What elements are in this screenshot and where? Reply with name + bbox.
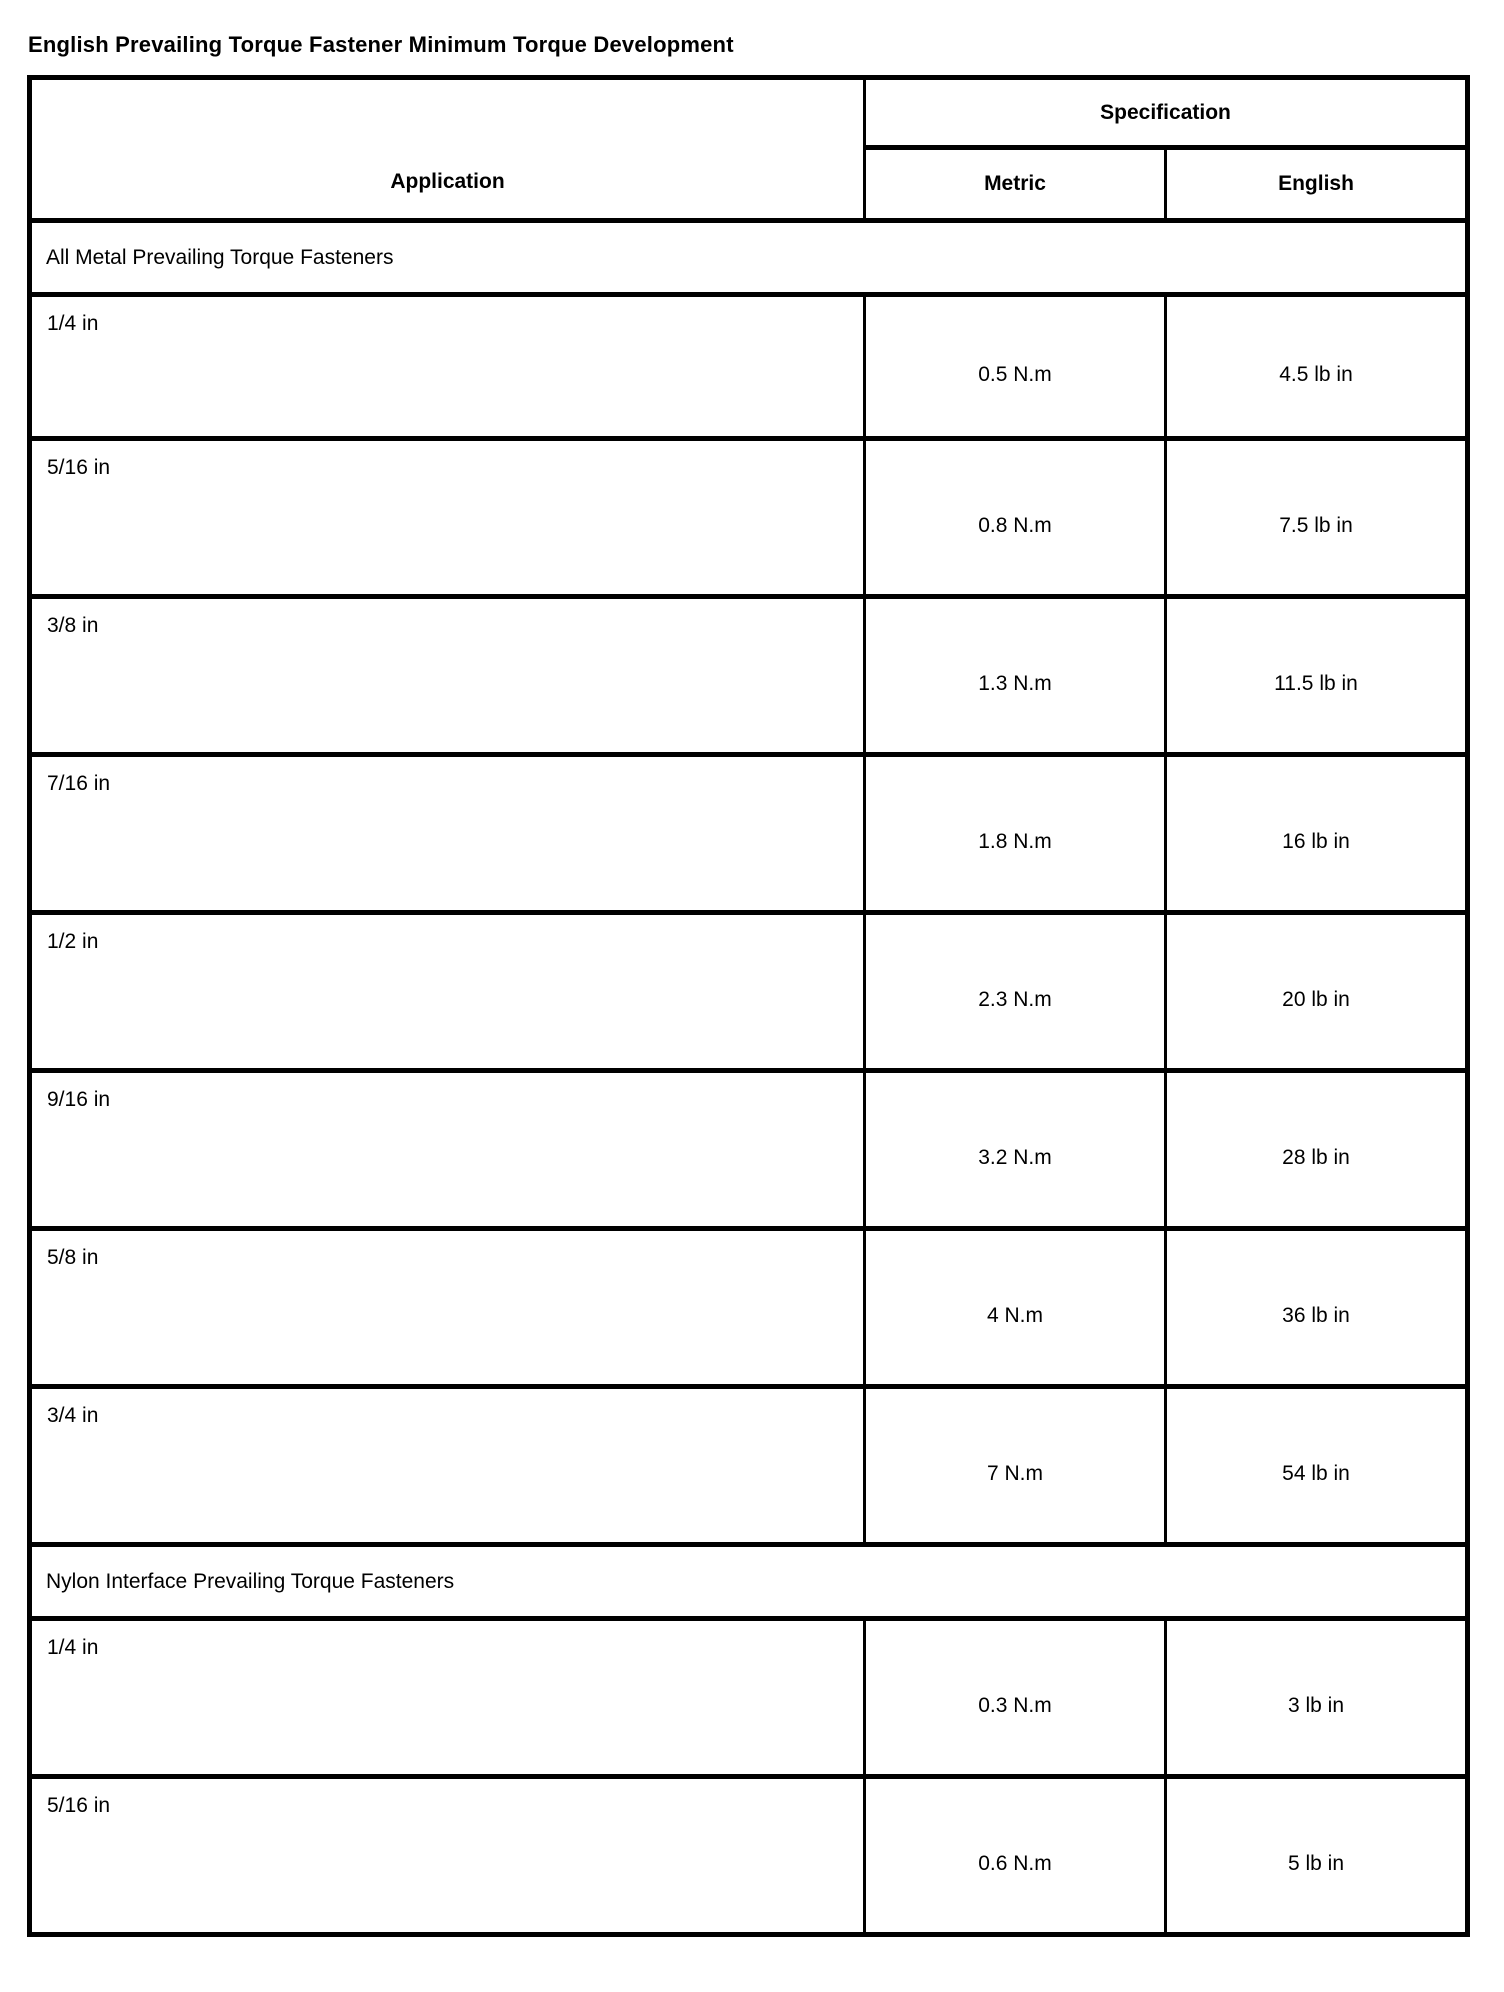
english-cell: 54 lb in xyxy=(1166,1387,1468,1545)
application-cell: 1/4 in xyxy=(30,295,865,439)
table-row xyxy=(30,597,1468,755)
table-row xyxy=(30,755,1468,913)
metric-cell: 1.3 N.m xyxy=(865,597,1166,755)
english-cell: 4.5 lb in xyxy=(1166,295,1468,439)
metric-cell: 7 N.m xyxy=(865,1387,1166,1545)
application-cell: 9/16 in xyxy=(30,1071,865,1229)
page-title: English Prevailing Torque Fastener Minimum Torque Development xyxy=(28,32,734,57)
english-cell: 20 lb in xyxy=(1166,913,1468,1071)
table-row xyxy=(30,913,1468,1071)
english-cell: 36 lb in xyxy=(1166,1229,1468,1387)
table-row xyxy=(30,1229,1468,1387)
application-cell: 5/16 in xyxy=(30,1777,865,1935)
table-row xyxy=(30,1387,1468,1545)
table-header-row-1 xyxy=(30,78,1468,148)
section-row-all-metal xyxy=(30,221,1468,295)
torque-spec-table xyxy=(27,75,1470,1937)
english-cell: 5 lb in xyxy=(1166,1777,1468,1935)
metric-cell: 1.8 N.m xyxy=(865,755,1166,913)
application-cell: 1/4 in xyxy=(30,1619,865,1777)
table-row xyxy=(30,1619,1468,1777)
english-cell: 28 lb in xyxy=(1166,1071,1468,1229)
metric-cell: 0.5 N.m xyxy=(865,295,1166,439)
column-header-specification: Specification xyxy=(865,78,1468,148)
english-cell: 11.5 lb in xyxy=(1166,597,1468,755)
application-cell: 1/2 in xyxy=(30,913,865,1071)
application-cell: 7/16 in xyxy=(30,755,865,913)
english-cell: 16 lb in xyxy=(1166,755,1468,913)
column-header-application: Application xyxy=(30,78,865,221)
application-cell: 5/16 in xyxy=(30,439,865,597)
english-cell: 3 lb in xyxy=(1166,1619,1468,1777)
metric-cell: 2.3 N.m xyxy=(865,913,1166,1071)
metric-cell: 0.6 N.m xyxy=(865,1777,1166,1935)
section-row-nylon-interface xyxy=(30,1545,1468,1619)
section-label: All Metal Prevailing Torque Fasteners xyxy=(30,221,1468,295)
column-header-metric: Metric xyxy=(865,148,1166,221)
application-cell: 3/8 in xyxy=(30,597,865,755)
metric-cell: 0.3 N.m xyxy=(865,1619,1166,1777)
english-cell: 7.5 lb in xyxy=(1166,439,1468,597)
table-row xyxy=(30,1071,1468,1229)
metric-cell: 0.8 N.m xyxy=(865,439,1166,597)
metric-cell: 4 N.m xyxy=(865,1229,1166,1387)
table-row xyxy=(30,1777,1468,1935)
application-cell: 3/4 in xyxy=(30,1387,865,1545)
table-row xyxy=(30,295,1468,439)
section-label: Nylon Interface Prevailing Torque Fasteners xyxy=(30,1545,1468,1619)
column-header-english: English xyxy=(1166,148,1468,221)
table-row xyxy=(30,439,1468,597)
application-cell: 5/8 in xyxy=(30,1229,865,1387)
metric-cell: 3.2 N.m xyxy=(865,1071,1166,1229)
